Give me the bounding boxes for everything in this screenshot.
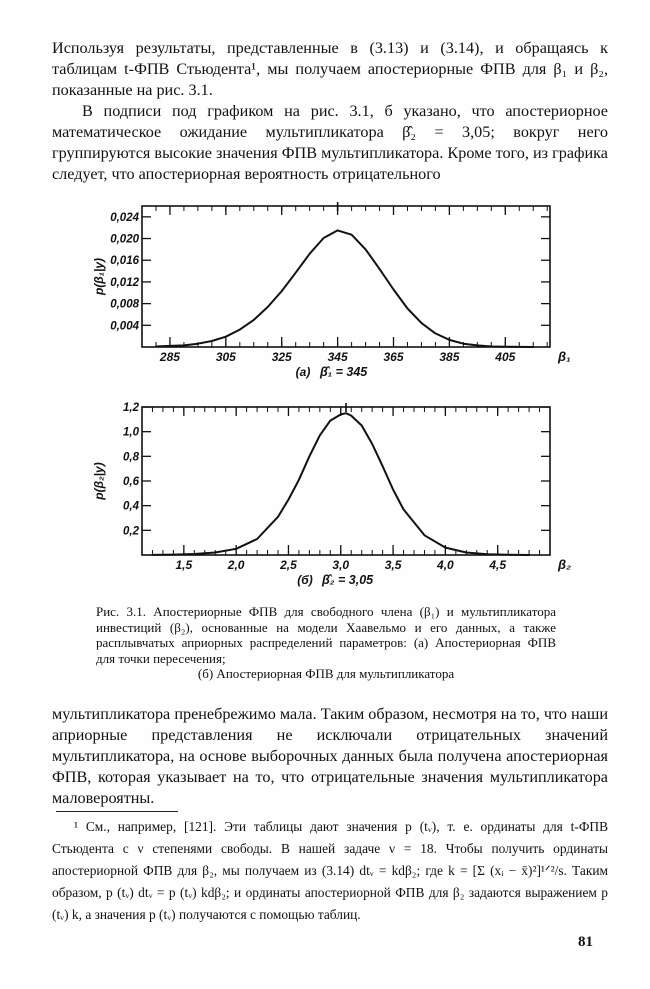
y-tick-label: 0,8 bbox=[123, 451, 139, 464]
x-tick-label: 3,5 bbox=[384, 558, 402, 572]
y-tick-label: 1,2 bbox=[123, 402, 139, 414]
y-tick-label: 0,012 bbox=[110, 276, 139, 289]
caption-last-line: (б) Апостериорная ФПВ для мультипликатора bbox=[197, 666, 455, 681]
x-tick-label: 325 bbox=[271, 350, 292, 364]
footnote bbox=[52, 816, 608, 926]
y-tick-label: 0,6 bbox=[123, 476, 139, 488]
panel-label: (б) bbox=[297, 573, 313, 587]
y-tick-label: 0,020 bbox=[110, 233, 139, 246]
y-tick-label: 0,016 bbox=[110, 255, 139, 268]
x-tick-label: 285 bbox=[159, 350, 180, 364]
plot-frame bbox=[142, 206, 550, 347]
panel-label: (а) bbox=[295, 365, 311, 379]
figure-caption bbox=[96, 604, 556, 682]
x-tick-label: 405 bbox=[495, 350, 516, 364]
density-curve bbox=[156, 230, 533, 347]
x-axis-label: β₂ bbox=[558, 557, 572, 572]
chart-posterior-beta2 bbox=[0, 393, 600, 598]
paragraph-2-text: В подписи под графиком на рис. 3.1, б указано, что апостериорное математическое ожидание мультипликатора β̂₂ = 3,05; вокруг него группируются высокие значения ФПВ мультипликатора. Кроме того, из графика следует, что апостериорная вероятность отрицательного bbox=[52, 102, 608, 183]
chart-subtitle: β̂₂ = 3,05 bbox=[322, 573, 374, 587]
x-tick-label: 305 bbox=[215, 350, 236, 364]
x-tick-label: 4,5 bbox=[489, 558, 507, 572]
x-tick-label: 4,0 bbox=[437, 558, 454, 572]
paragraph-2 bbox=[52, 101, 608, 185]
x-tick-label: 3,0 bbox=[332, 558, 350, 572]
footnote-rule bbox=[56, 811, 178, 812]
y-tick-label: 1,0 bbox=[123, 426, 139, 439]
y-axis-label: p(β₂|y) bbox=[92, 462, 106, 500]
x-tick-label: 365 bbox=[383, 350, 404, 364]
minor-ticks bbox=[142, 206, 547, 347]
x-tick-label: 2,0 bbox=[227, 558, 245, 572]
chart-subtitle: β̂₁ = 345 bbox=[320, 365, 368, 379]
x-tick-label: 385 bbox=[439, 350, 460, 364]
x-tick-label: 345 bbox=[327, 350, 348, 364]
x-tick-label: 2,5 bbox=[280, 558, 297, 572]
density-curve bbox=[153, 413, 530, 555]
y-tick-label: 0,024 bbox=[110, 211, 139, 224]
y-tick-label: 0,2 bbox=[123, 525, 139, 538]
chart-posterior-beta1 bbox=[0, 195, 600, 390]
paragraph-1: Используя результаты, представленные в (3.13) и (3.14), и обращаясь к таблицам t-ФПВ Стьюдента¹, мы получаем апостериорные ФПВ для β₁ и β₂, показанные на рис. 3.1. bbox=[52, 39, 608, 99]
y-tick-label: 0,004 bbox=[110, 320, 139, 333]
paragraph-3: мультипликатора пренебрежимо мала. Таким образом, несмотря на то, что наши априорные представления не исключали отрицательных значений мультипликатора, на основе выборочных данных была получена апостериорная ФПВ, которая указывает на то, что отрицательные значения мультипликатора маловероятны. bbox=[52, 705, 608, 807]
footnote-text: ¹ См., например, [121]. Эти таблицы дают значения p (tᵥ), т. е. ординаты для t-ФПВ Стьюдента с ν степенями свободы. В нашей задаче ν = 18. Чтобы получить ординаты апостериорной ФПВ для β₂, мы получаем из (3.14) dtᵥ = kdβ₂; где k = [Σ (xᵢ − x̄)²]¹ᐟ²/s. Таким образом, p (tᵥ) dtᵥ = p (tᵥ) kdβ₂; и ординаты апостериорной ФПВ для β₂ задаются выражением p (tᵥ) k, а значения p (tᵥ) получаются с помощью таблиц. bbox=[52, 819, 608, 922]
minor-ticks bbox=[142, 407, 550, 555]
y-axis-label: p(β₁|y) bbox=[92, 257, 106, 296]
y-tick-label: 0,008 bbox=[110, 298, 139, 311]
plot-frame bbox=[142, 407, 550, 555]
x-axis-label: β₁ bbox=[558, 349, 571, 364]
y-tick-label: 0,4 bbox=[123, 500, 139, 513]
caption-main: Рис. 3.1. Апостериорные ФПВ для свободного члена (β₁) и мультипликатора инвестиций (β₂), основанные на модели Хаавельмо и его данных, а также расплывчатых априорных распределений параметров: (а) Апостериорная ФПВ для точки пересечения; bbox=[96, 604, 556, 666]
page-number: 81 bbox=[578, 934, 593, 950]
x-tick-label: 1,5 bbox=[175, 558, 193, 572]
